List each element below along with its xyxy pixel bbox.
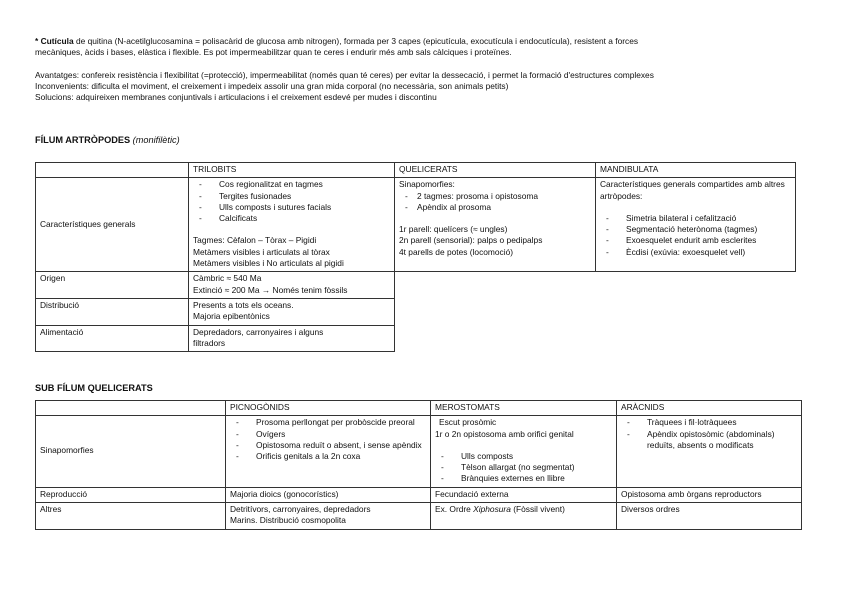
row-label-reproduccio: Reproducció — [36, 487, 226, 502]
picnogonids-sinapomorfies-cell — [226, 416, 431, 487]
list-item: - Exoesquelet endurit amb esclerites — [600, 235, 791, 246]
list-item: - Apèndix al prosoma — [399, 202, 591, 213]
row-label-caracteristiques: Característiques generals — [36, 178, 189, 272]
list-item: - Tergites fusionades — [193, 191, 390, 202]
inconvenients-line: Inconvenients: dificulta el moviment, el creixement i impedeix assolir una gran mida corporal (no necessària, son animals petits) — [35, 81, 509, 91]
merostomats-line: Escut prosòmic — [439, 417, 497, 428]
row-label-altres: Altres — [36, 503, 226, 530]
picnogonids-reproduccio-cell: Majoria dioics (gonocorístics) — [226, 487, 431, 502]
merostomats-list — [435, 451, 612, 485]
quelicerats-line: 1r parell: quelícers (≈ ungles) — [399, 224, 508, 235]
mandibulata-intro: Característiques generals compartides amb altres artròpodes: — [600, 179, 785, 201]
table-header-row — [36, 163, 796, 178]
origen-line: Càmbric ≈ 540 Ma — [193, 273, 262, 284]
section-title-quelicerats: SUB FÍLUM QUELICERATS — [35, 383, 153, 393]
pros-cons-block — [35, 70, 815, 103]
mandibulata-list — [600, 213, 791, 258]
cuticula-paragraph — [35, 36, 815, 58]
blank-cell — [596, 325, 796, 352]
list-item: - Simetria bilateral i cefalització — [600, 213, 791, 224]
row-label-origen: Origen — [36, 272, 189, 299]
blank-cell — [395, 325, 596, 352]
altres-italic-term: Xiphosura — [473, 504, 511, 515]
row-label-distribucio: Distribució — [36, 298, 189, 325]
document-page — [35, 36, 815, 526]
origen-cell — [189, 272, 395, 299]
artropodes-table — [35, 162, 796, 352]
list-item: - Ulls composts — [435, 451, 612, 462]
list-item: - Calcificats — [193, 213, 390, 224]
row-label-alimentacio: Alimentació — [36, 325, 189, 352]
altres-prefix: Ex. Ordre — [435, 504, 474, 515]
aracnids-list — [621, 417, 797, 451]
altres-suffix: (Fòssil vivent) — [510, 504, 565, 515]
quelicerats-line: 4t parells de potes (locomoció) — [399, 246, 514, 257]
trilobits-line: Metàmers visibles i No articulats al pigidi — [193, 258, 344, 269]
avantatges-line: Avantatges: confereix resistència i flexibilitat (=protecció), impermeabilitat (només quan té ceres) per evitar la dessecació, i permet la formació d'estructures complexes — [35, 70, 654, 80]
aracnids-reproduccio-cell: Opistosoma amb òrgans reproductors — [617, 487, 802, 502]
table-header-row — [36, 401, 802, 416]
alimentacio-cell — [189, 325, 395, 352]
section-title-text: FÍLUM ARTRÒPODES — [35, 135, 131, 145]
header-empty-cell — [36, 401, 226, 416]
distribucio-cell — [189, 298, 395, 325]
trilobits-line: Tagmes: Cèfalon – Tòrax – Pigidi — [193, 235, 317, 246]
header-mandibulata: MANDIBULATA — [596, 163, 796, 178]
picnogonids-list — [230, 417, 426, 462]
blank-cell — [596, 272, 796, 299]
trilobits-line: Metàmers visibles i articulats al tòrax — [193, 246, 330, 257]
list-item: - Cos regionalitzat en tagmes — [193, 179, 390, 190]
cuticula-text-2: mecàniques, àcids i bases, elàstica i flexible. Es pot impermeabilitzar quan te ceres i endurir més amb sals càlciques i proteïnes. — [35, 47, 512, 57]
picnogonids-altres-line: Detritívors, carronyaires, depredadors — [230, 504, 371, 515]
list-item: - Ulls composts i sutures facials — [193, 202, 390, 213]
quelicerats-line: 2n parell (sensorial): palps o pedipalps — [399, 235, 543, 246]
origen-line: Extinció ≈ 200 Ma → Només tenim fòssils — [193, 284, 348, 295]
merostomats-altres-cell — [431, 503, 617, 530]
cuticula-term: * Cutícula — [35, 36, 74, 46]
distribucio-line: Presents a tots els oceans. — [193, 299, 294, 310]
table-row — [36, 178, 796, 272]
aracnids-altres-cell: Diversos ordres — [617, 503, 802, 530]
quelicerats-table — [35, 400, 802, 530]
picnogonids-altres-line: Marins. Distribució cosmopolita — [230, 515, 346, 526]
quelicerats-intro: Sinapomorfies: — [399, 179, 455, 190]
aracnids-sinapomorfies-cell — [617, 416, 802, 487]
table-row — [36, 503, 802, 530]
list-item: - Ovígers — [230, 429, 426, 440]
list-item: - Tèlson allargat (no segmentat) — [435, 462, 612, 473]
list-item: - Orificis genitals a la 2n coxa — [230, 451, 426, 462]
header-picnogonids: PICNOGÒNIDS — [226, 401, 431, 416]
header-quelicerats: QUELICERATS — [395, 163, 596, 178]
trilobits-list — [193, 179, 390, 224]
alimentacio-line: filtradors — [193, 337, 226, 348]
list-item: - Ècdisi (exúvia: exoesquelet vell) — [600, 247, 791, 258]
table-row — [36, 272, 796, 299]
list-item: - 2 tagmes: prosoma i opistosoma — [399, 191, 591, 202]
table-row — [36, 487, 802, 502]
list-item: - Apèndix opistosòmic (abdominals) reduïts, absents o modificats — [621, 429, 797, 452]
mandibulata-caracteristiques-cell — [596, 178, 796, 272]
list-item: - Prosoma perllongat per probòscide preoral — [230, 417, 426, 428]
trilobits-caracteristiques-cell — [189, 178, 395, 272]
table-row — [36, 416, 802, 487]
section-subtitle: (monifilètic) — [132, 135, 180, 145]
blank-cell — [395, 272, 596, 299]
list-item: - Segmentació heterònoma (tagmes) — [600, 224, 791, 235]
quelicerats-list — [399, 191, 591, 214]
header-trilobits: TRILOBITS — [189, 163, 395, 178]
blank-cell — [596, 298, 796, 325]
row-label-sinapomorfies: Sinapomorfies — [36, 416, 226, 487]
list-item: - Tràquees i fil·lotràquees — [621, 417, 797, 428]
header-merostomats: MEROSTOMATS — [431, 401, 617, 416]
merostomats-line: 1r o 2n opistosoma amb orifici genital — [435, 428, 574, 439]
table-row — [36, 325, 796, 352]
list-item: - Opistosoma reduït o absent, i sense apèndix — [230, 440, 426, 451]
merostomats-reproduccio-cell: Fecundació externa — [431, 487, 617, 502]
distribucio-line: Majoria epibentònics — [193, 311, 270, 322]
merostomats-sinapomorfies-cell — [431, 416, 617, 487]
section-title-artropodes — [35, 134, 180, 146]
solucions-line: Solucions: adquireixen membranes conjuntivals i articulacions i el creixement esdevé per mudes i discontinu — [35, 92, 437, 102]
list-item: - Brànquies externes en llibre — [435, 473, 612, 484]
picnogonids-altres-cell — [226, 503, 431, 530]
alimentacio-line: Depredadors, carronyaires i alguns — [193, 326, 324, 337]
cuticula-text-1: de quitina (N-acetilglucosamina = polisacàrid de glucosa amb nitrogen), formada per 3 capes (epicutícula, exocutícula i endocutícula), resistent a forces — [73, 36, 639, 46]
intro-section — [35, 36, 815, 103]
header-empty-cell — [36, 163, 189, 178]
table-row — [36, 298, 796, 325]
blank-cell — [395, 298, 596, 325]
header-aracnids: ARÀCNIDS — [617, 401, 802, 416]
quelicerats-caracteristiques-cell — [395, 178, 596, 272]
